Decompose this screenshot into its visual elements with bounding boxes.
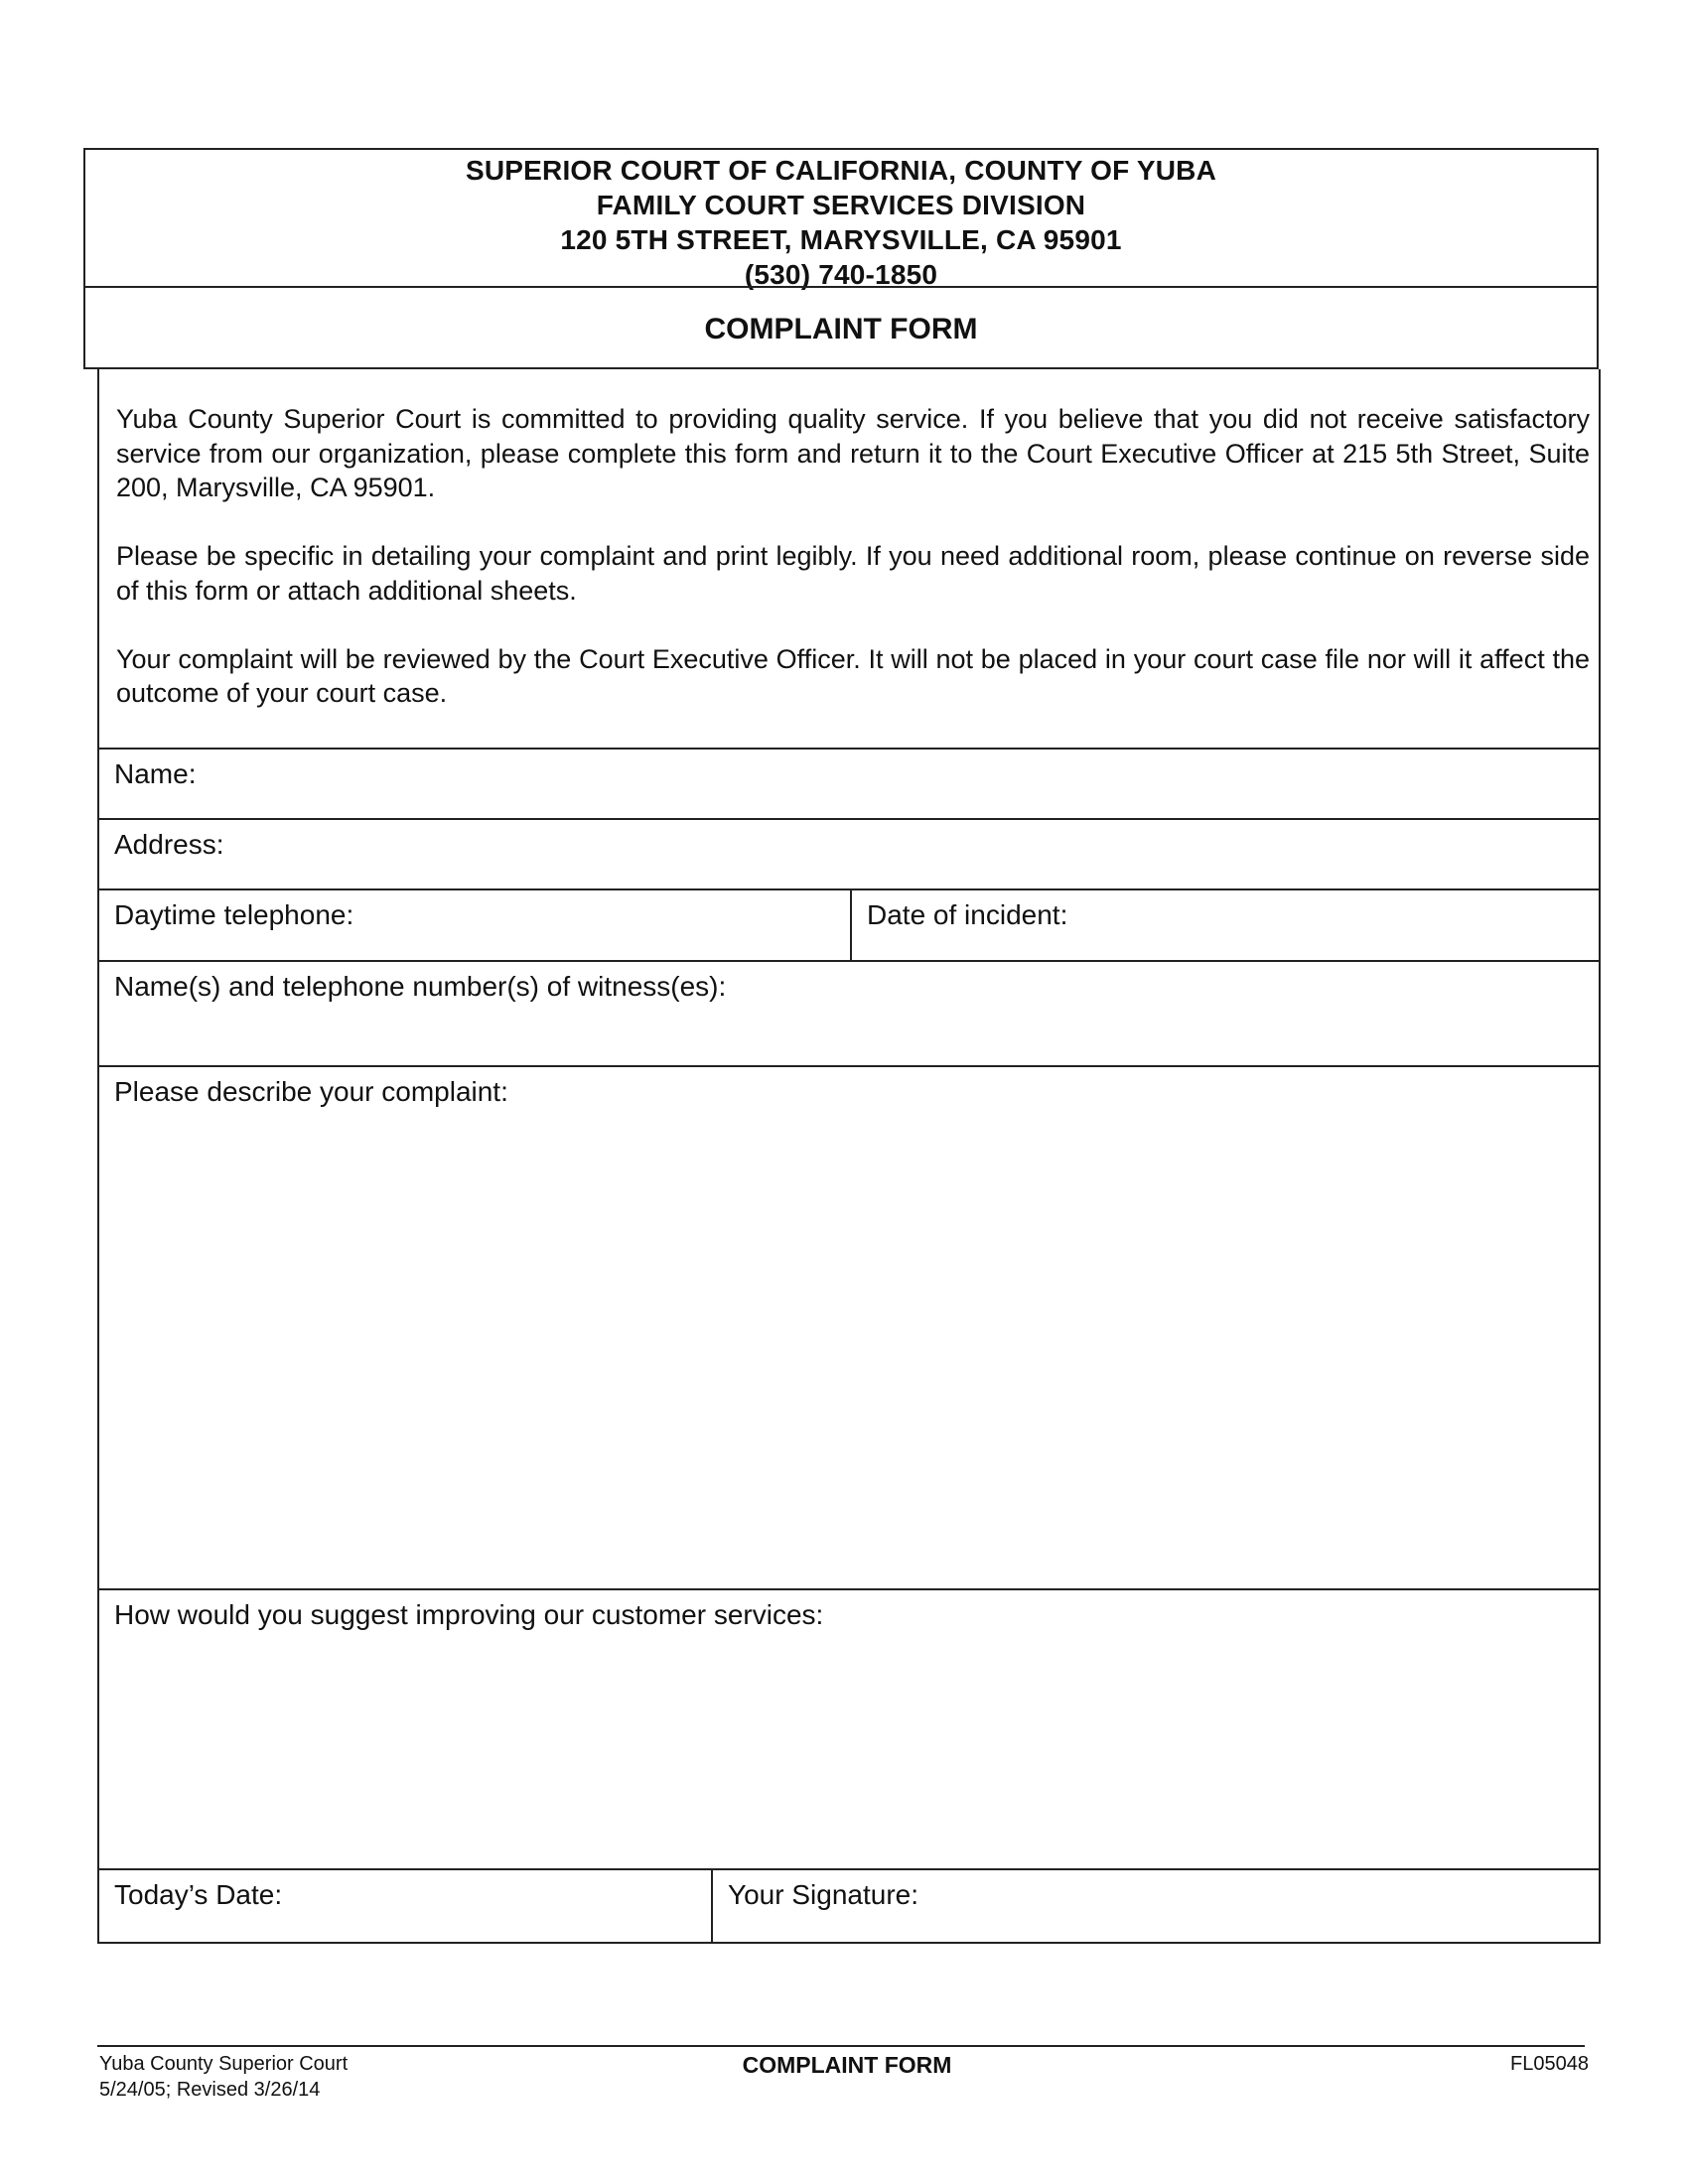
court-phone: (530) 740-1850 <box>744 259 938 290</box>
suggestion-label: How would you suggest improving our customer services: <box>114 1599 824 1630</box>
intro-paragraph-1: Yuba County Superior Court is committed to providing quality service. If you believe that you did not receive satisfactory service from our organization, please complete this form and return it to the Court Executive Officer at 215 5th Street, Suite 200, Marysville, CA 95901. <box>116 404 1590 502</box>
daytime-telephone-label: Daytime telephone: <box>114 899 354 930</box>
date-of-incident-label: Date of incident: <box>867 899 1068 930</box>
footer-org: Yuba County Superior Court <box>99 2053 349 2075</box>
name-label: Name: <box>114 758 197 789</box>
complaint-description-label: Please describe your complaint: <box>114 1076 508 1107</box>
form-title-box <box>83 286 1599 369</box>
witnesses-field[interactable] <box>99 960 1601 1065</box>
intro-paragraph-3: Your complaint will be reviewed by the Court Executive Officer. It will not be placed in your court case file nor will it affect the outcome of your court case. <box>116 643 1590 708</box>
name-field[interactable] <box>99 748 1601 818</box>
signature-field[interactable] <box>711 1870 1601 1942</box>
date-signature-row <box>99 1868 1601 1942</box>
footer-divider <box>97 2045 1585 2047</box>
footer-title: COMPLAINT FORM <box>742 2052 952 2078</box>
division-name: FAMILY COURT SERVICES DIVISION <box>596 190 1086 220</box>
complaint-description-field[interactable] <box>99 1065 1601 1588</box>
form-title: COMPLAINT FORM <box>704 313 978 345</box>
witnesses-label: Name(s) and telephone number(s) of witness(es): <box>114 971 727 1002</box>
court-name: SUPERIOR COURT OF CALIFORNIA, COUNTY OF YUBA <box>465 155 1216 186</box>
signature-label: Your Signature: <box>728 1879 918 1910</box>
phone-date-row <box>99 888 1601 960</box>
date-of-incident-field[interactable] <box>850 890 1601 960</box>
footer-form-number: FL05048 <box>1510 2053 1589 2075</box>
intro-text <box>116 402 1590 745</box>
footer-dates: 5/24/05; Revised 3/26/14 <box>99 2079 321 2101</box>
complaint-form <box>97 369 1601 1944</box>
court-header <box>83 148 1599 288</box>
court-address: 120 5TH STREET, MARYSVILLE, CA 95901 <box>560 224 1122 255</box>
address-label: Address: <box>114 829 224 860</box>
todays-date-field[interactable] <box>99 1870 711 1942</box>
suggestion-field[interactable] <box>99 1588 1601 1868</box>
address-field[interactable] <box>99 818 1601 888</box>
daytime-telephone-field[interactable] <box>99 890 850 960</box>
intro-paragraph-2: Please be specific in detailing your complaint and print legibly. If you need additional room, please continue on reverse side of this form or attach additional sheets. <box>116 541 1590 606</box>
todays-date-label: Today’s Date: <box>114 1879 283 1910</box>
